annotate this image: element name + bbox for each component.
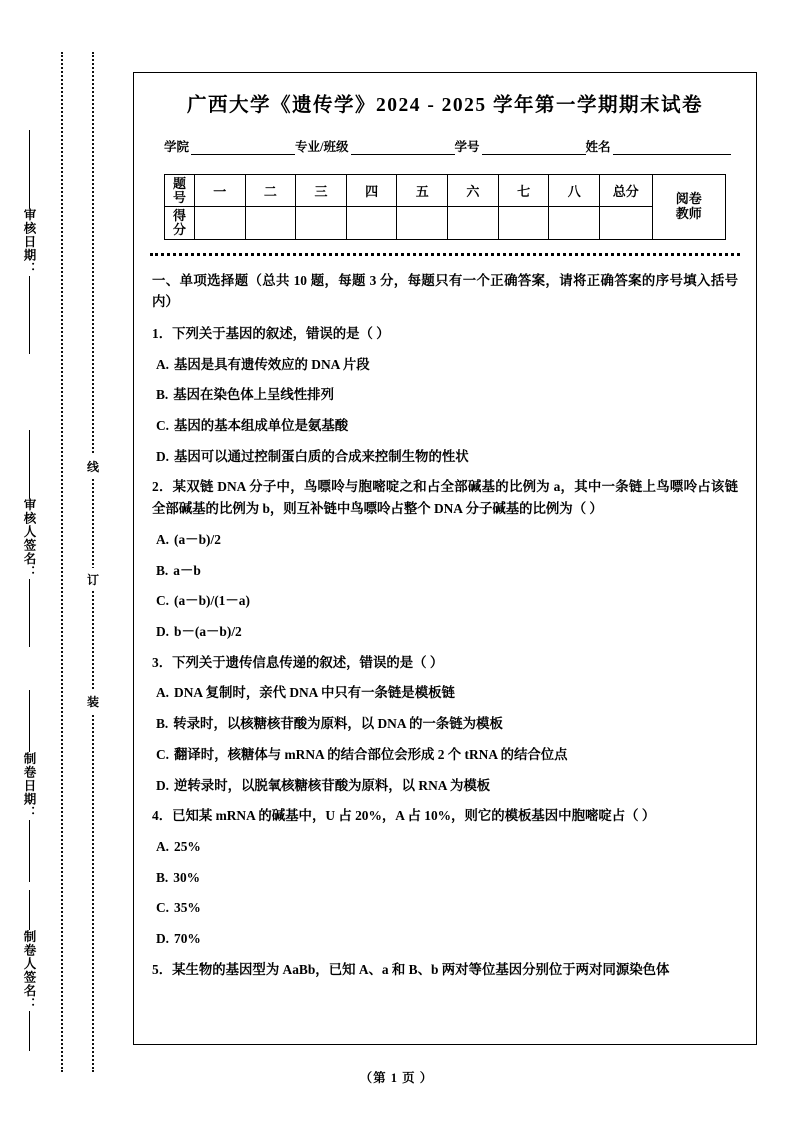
score-cell-q4: 四 [346,175,397,207]
option-letter-2a: A. [156,531,170,547]
binding-mark-zhuang: 装 [84,690,102,713]
option-text-1a: 基因是具有遗传效应的 DNA 片段 [174,356,370,372]
grader-label-line2: 教师 [675,205,702,221]
option-text-1d: 基因可以通过控制蛋白质的合成来控制生物的性状 [174,448,469,464]
option-letter-3a: A. [156,685,170,701]
identity-field-student-id [455,137,586,155]
score-header-score-char2: 分 [172,221,186,237]
question-stem-1: 1．下列关于基因的叙述，错误的是（ ） [152,325,390,341]
score-cell-q5: 五 [397,175,448,207]
question-1-option-d[interactable] [152,446,738,468]
score-blank-q4[interactable] [346,207,397,239]
option-letter-2b: B. [156,562,169,578]
identity-label-name: 姓名 [585,140,611,154]
score-blank-q2[interactable] [245,207,296,239]
option-letter-2c: C. [156,593,170,609]
score-blank-q5[interactable] [397,207,448,239]
margin-label-maker-signature [20,890,38,1051]
score-blank-q7[interactable] [498,207,549,239]
margin-label-reviewer-signature [20,430,38,647]
option-letter-1b: B. [156,387,169,403]
binding-mark-ding: 订 [84,568,102,591]
identity-blank-major-class[interactable] [351,141,455,155]
score-header-question-char1: 题 [172,176,186,191]
identity-blank-college[interactable] [191,141,295,155]
question-3-option-c[interactable] [152,744,738,766]
identity-label-major-class: 专业/班级 [295,140,349,154]
option-text-2d: b－(a－b)/2 [174,624,242,639]
score-cell-q8: 八 [549,175,600,207]
exam-title: 广西大学《遗传学》2024 - 2025 学年第一学期期末试卷 [186,95,704,116]
option-letter-3c: C. [156,746,170,762]
question-body [152,270,738,981]
identity-blank-student-id[interactable] [482,141,586,155]
question-stem-5: 5．某生物的基因型为 AaBb，已知 A、a 和 B、b 两对等位基因分别位于两对同源染色体 [152,961,670,977]
option-letter-4a: A. [156,838,170,854]
question-1-option-c[interactable] [152,415,738,437]
option-letter-1a: A. [156,356,170,372]
binding-mark-xian: 线 [84,455,102,478]
question-stem-3: 3．下列关于遗传信息传递的叙述，错误的是（ ） [152,654,444,670]
option-letter-4b: B. [156,869,169,885]
question-3-option-b[interactable] [152,713,738,735]
score-header-question-char2: 号 [172,189,186,205]
score-blank-q3[interactable] [296,207,347,239]
question-4-option-c[interactable] [152,897,738,919]
identity-field-major-class [295,137,454,155]
option-text-1c: 基因的基本组成单位是氨基酸 [174,418,349,434]
option-text-2a: (a－b)/2 [174,531,221,547]
option-letter-4c: C. [156,900,170,916]
score-blank-q8[interactable] [549,207,600,239]
option-text-3b: 转录时，以核糖核苷酸为原料，以 DNA 的一条链为模板 [173,716,503,732]
option-text-3d: 逆转录时，以脱氧核糖核苷酸为原料，以 RNA 为模板 [174,777,491,793]
score-table-row-scores [165,207,726,239]
identity-field-name [586,137,731,155]
option-letter-1c: C. [156,418,170,434]
margin-label-maker-date-text: 制卷日期： [22,752,36,820]
score-cell-grader-label [652,175,725,240]
margin-label-review-date-text: 审核日期： [22,208,36,276]
score-header-score-char1: 得 [172,208,186,224]
page-indicator: （第 1 页 ） [359,1071,434,1085]
margin-label-review-date [20,130,38,354]
question-1-option-a[interactable] [152,354,738,376]
score-blank-q6[interactable] [448,207,499,239]
section-separator [150,253,740,256]
score-cell-q7: 七 [498,175,549,207]
question-2-option-c[interactable] [152,590,738,612]
score-cell-q1: 一 [194,175,245,207]
option-text-4d: 70% [174,931,201,947]
option-letter-4d: D. [156,931,170,947]
option-text-3a: DNA 复制时，亲代 DNA 中只有一条链是模板链 [174,685,455,701]
question-2-option-b[interactable] [152,560,738,582]
question-stem-4: 4．已知某 mRNA 的碱基中，U 占 20%，A 占 10%，则它的模板基因中胞嘧啶占（ ） [152,808,656,824]
exam-sheet [133,72,757,1045]
binding-dotted-line-inner [92,52,94,1072]
score-table [164,174,726,240]
option-letter-3b: B. [156,716,169,732]
question-4-option-b[interactable] [152,867,738,889]
binding-dotted-line-outer [61,52,63,1072]
margin-label-maker-signature-text: 制卷人签名： [22,930,36,1011]
question-2-option-a[interactable] [152,529,738,551]
question-1-option-b[interactable] [152,384,738,406]
question-3-option-a[interactable] [152,682,738,704]
question-stem-2: 2．某双链 DNA 分子中，鸟嘌呤与胞嘧啶之和占全部碱基的比例为 a，其中一条链上鸟嘌呤占该链全部碱基的比例为 b，则互补链中鸟嘌呤占整个 DNA 分子碱基的比例为（ ） [152,479,738,517]
question-2-option-d[interactable] [152,621,738,643]
score-cell-q3: 三 [296,175,347,207]
score-table-row-question-numbers [165,175,726,207]
option-letter-2d: D. [156,624,170,639]
score-table-header-score [165,207,195,239]
option-text-3c: 翻译时，核糖体与 mRNA 的结合部位会形成 2 个 tRNA 的结合位点 [174,746,568,762]
option-text-4a: 25% [174,838,201,854]
score-blank-q1[interactable] [194,207,245,239]
margin-label-maker-date [20,690,38,882]
option-letter-3d: D. [156,777,170,793]
score-cell-q2: 二 [245,175,296,207]
score-blank-total[interactable] [600,207,653,239]
margin-label-reviewer-signature-text: 审核人签名： [22,498,36,579]
option-letter-1d: D. [156,448,170,464]
identity-field-college [164,137,295,155]
question-4-option-a[interactable] [152,836,738,858]
identity-label-student-id: 学号 [454,140,480,154]
option-text-4c: 35% [174,900,201,916]
identity-fields-row [164,137,734,155]
score-table-header-question [165,175,195,207]
option-text-2b: a－b [173,562,201,578]
question-4-option-d[interactable] [152,928,738,950]
score-cell-q6: 六 [448,175,499,207]
question-3-option-d[interactable] [152,775,738,797]
score-cell-total-label: 总分 [600,175,653,207]
identity-label-college: 学院 [164,140,190,154]
option-text-2c: (a－b)/(1－a) [174,593,250,609]
identity-blank-name[interactable] [613,141,731,155]
grader-label-line1: 阅卷 [675,191,702,207]
page-footer [0,1068,793,1086]
option-text-4b: 30% [173,869,201,885]
option-text-1b: 基因在染色体上呈线性排列 [173,387,334,403]
binding-margin [0,0,133,1122]
section-heading: 一、单项选择题（总共 10 题，每题 3 分，每题只有一个正确答案，请将正确答案的序号填入括号内） [152,272,738,310]
